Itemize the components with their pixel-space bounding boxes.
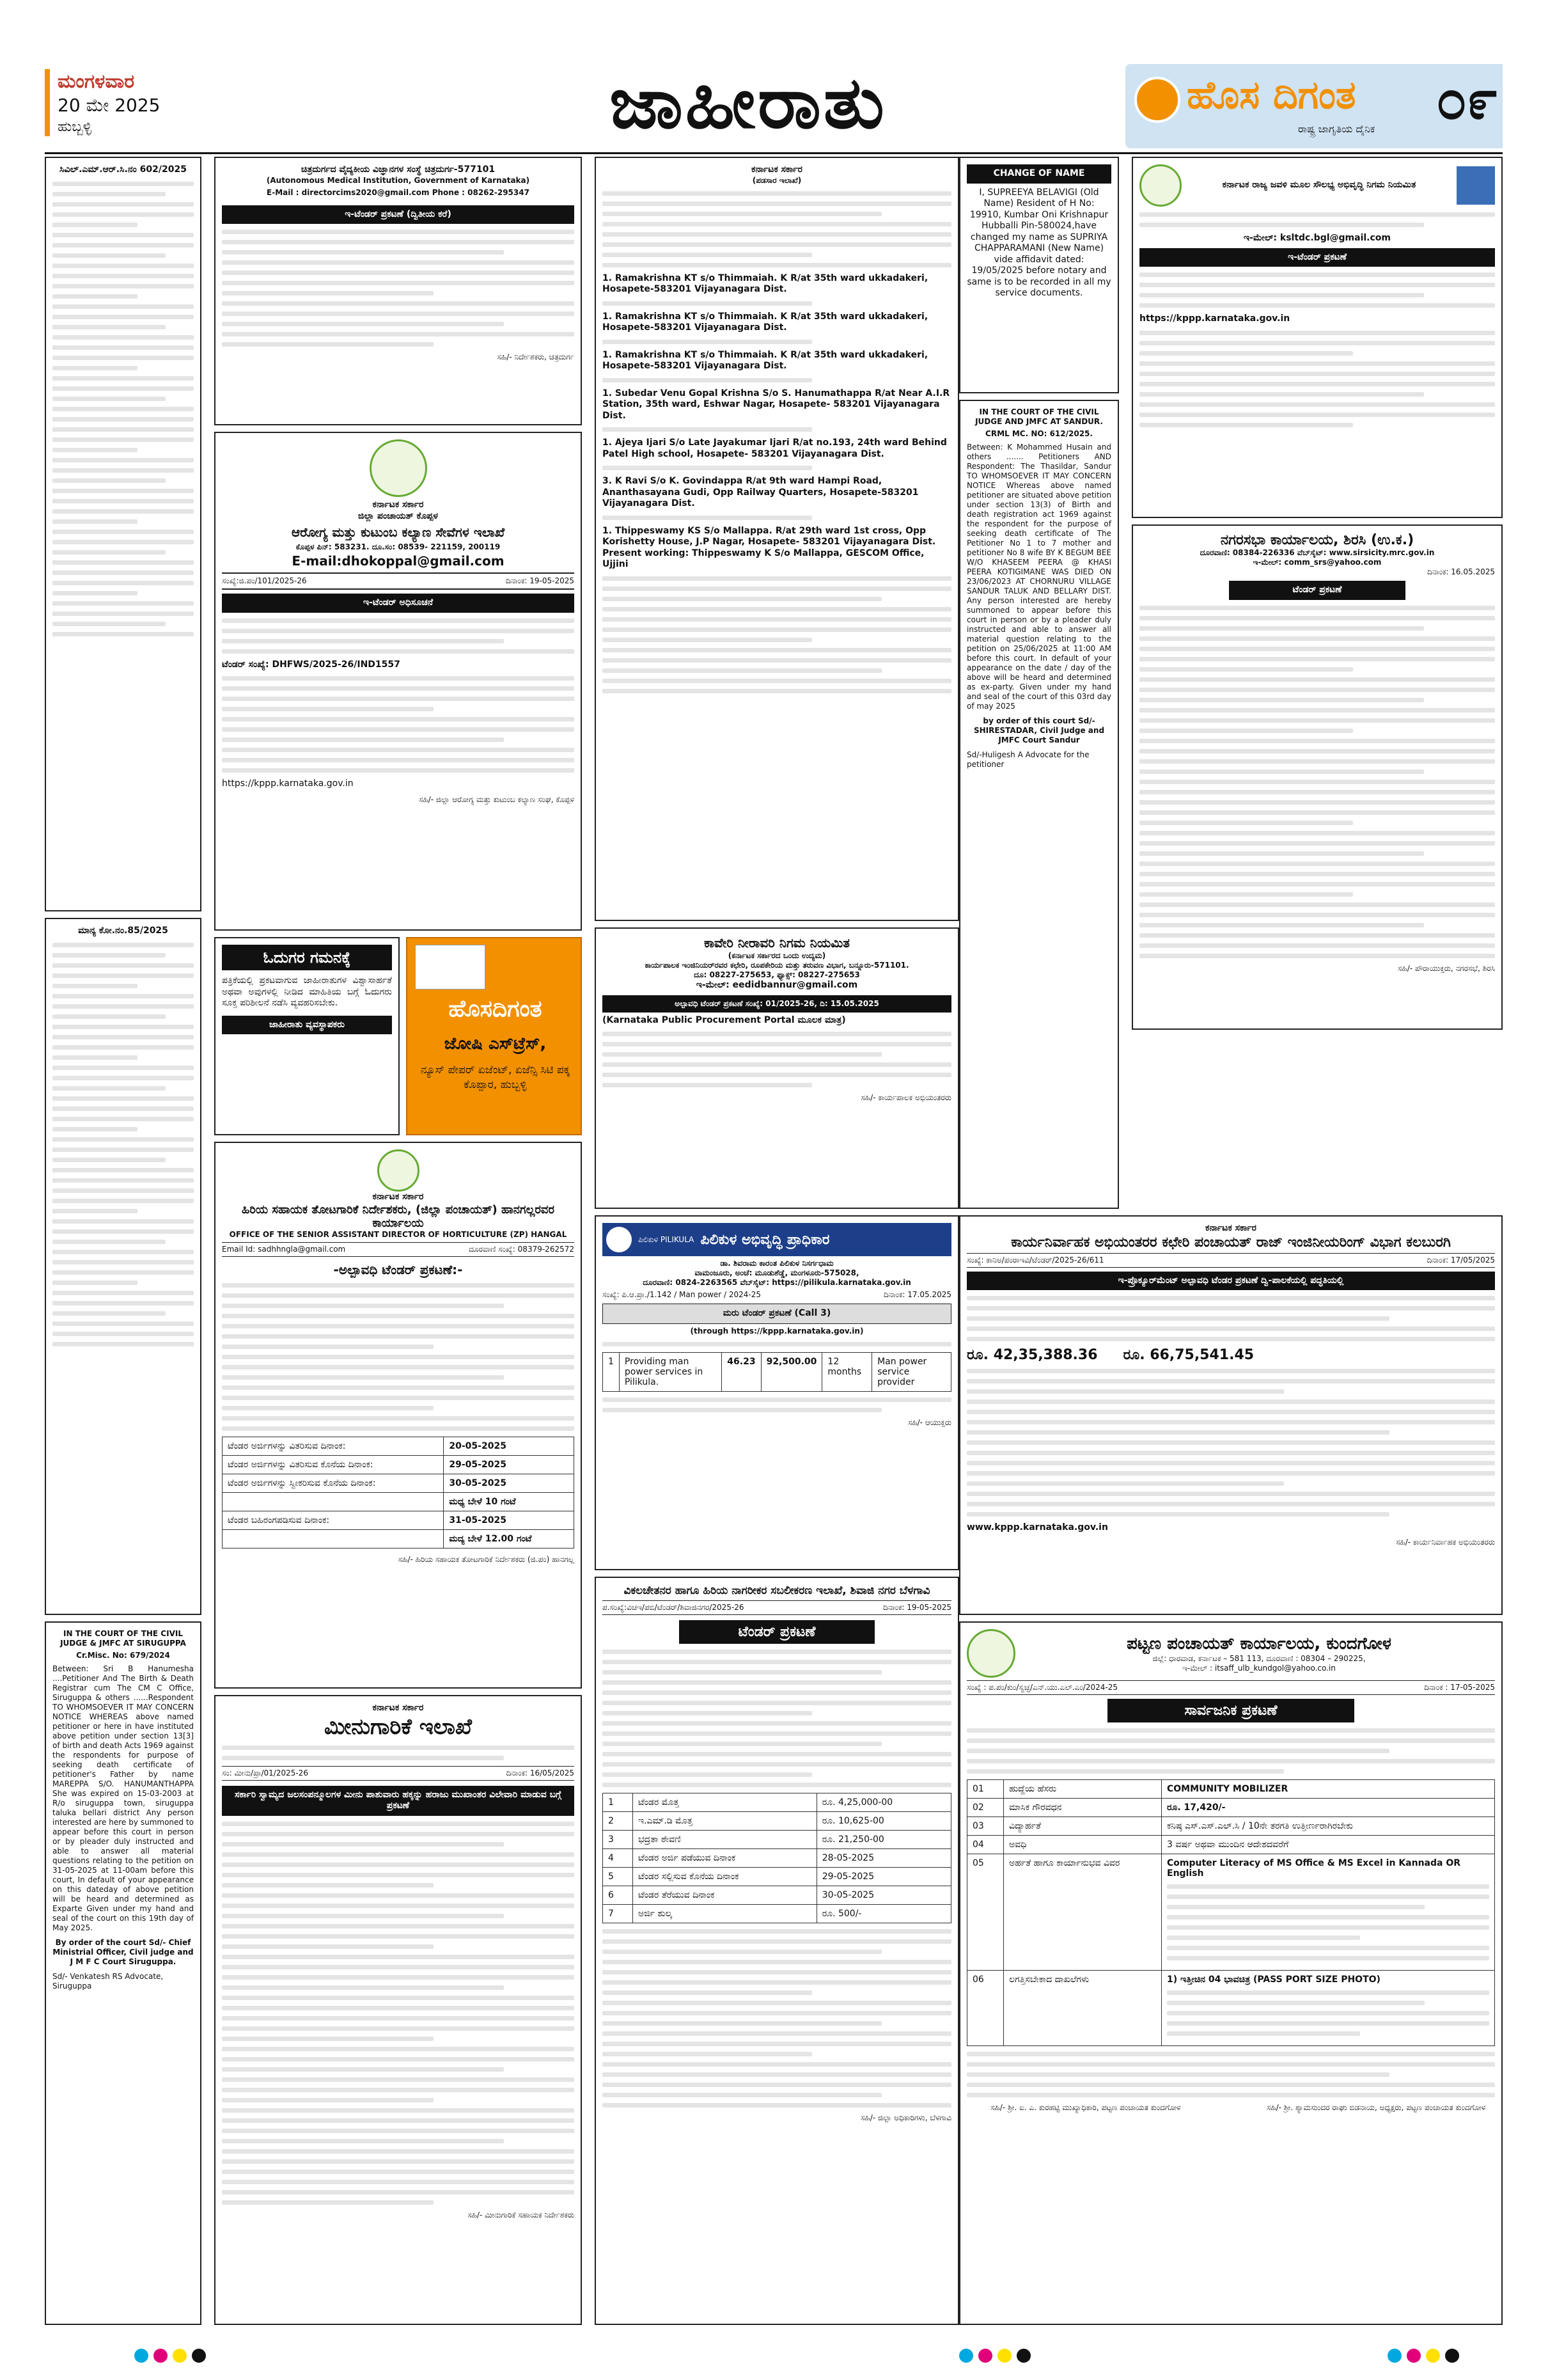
koppal-notice-bar: ಇ-ಟೆಂಡರ್ ಅಧಿಸೂಚನೆ: [222, 594, 574, 613]
medical-signature: ಸಹಿ/- ನಿರ್ದೇಶಕರು, ಚಿತ್ರದುರ್ಗ: [497, 352, 574, 361]
row-value: 3 ವರ್ಷ ಅಥವಾ ಮುಂದಿನ ಆದೇಶದವರೆಗೆ: [1162, 1836, 1495, 1854]
registration-mark-black: [1445, 2349, 1459, 2363]
table-row: [223, 1511, 574, 1529]
row-label: ಹುದ್ದೆಯ ಹೆಸರು: [1004, 1780, 1162, 1799]
sandur-advocate: Sd/-Huligesh A Advocate for the petitioner: [967, 750, 1090, 769]
court-notice-kannada: [45, 157, 201, 911]
raj-notice-bar: ಇ-ಪ್ರೊಕ್ಯೂರ್‌ಮೆಂಟ್ ಅಲ್ಪಾವಧಿ ಟೆಂಡರ ಪ್ರಕಟಣೆ ದ್ವಿ-ಪಾಲಕೆಯಲ್ಲಿ ಪದ್ಧತಿಯಲ್ಲಿ: [967, 1272, 1495, 1291]
court-notice-lawyer: [45, 918, 201, 1615]
schedule-value: 30-05-2025: [444, 1474, 574, 1492]
cauvery-title: ಕಾವೇರಿ ನೀರಾವರಿ ನಿಗಮ ನಿಯಮಿತ: [703, 935, 850, 950]
kundgol-sign-right: ಸಹಿ/- ಶ್ರೀ. ಶ್ಯಾಮಸುಂದರ ರಾಘು ಬಿಡನಾಯ, ಅಧ್ಯಕ್ಷರು, ಪಟ್ಟಣ ಪಂಚಾಯತ ಕುಂದಗೋಳ: [1267, 2103, 1486, 2112]
horticulture-sign: ಸಹಿ/- ಹಿರಿಯ ಸಹಾಯಕ ತೋಟಗಾರಿಕೆ ನಿರ್ದೇಶಕರು (ಜಿ.ಪಂ) ಹಾನಗಲ್ಲ: [398, 1554, 574, 1564]
siruguppa-body: Between: Sri B Hanumesha ....Petitioner And The Birth & Death Registrar cum The CM C Office, Siruguppa & others ......Respondent TO WHOMSOEVER IT MAY CONCERN NOTICE WHEREAS above named petitioner or here in have instituted above petition under section 13[3] of birth and death Acts 1969 against the respondents for purpose of seeking death certificate of petitioner's Father by name MAREPPA S/O. HANUMANTHAPPA She was expired on 15-03-2003 at R/o siruguppa town, siruguppa taluka bellari district Any person interested are here by summoned to appear before this court in person or by pleader duly instructed and able to answer all material questions relating to the petition on 31-05-2025 at 11-00am before this court, In default of your appearance on this dateday of above petition will be heard and determined as Exparte Given under my hand and seal of the court on this 19th day of May 2025.: [52, 1664, 194, 1932]
raj-title: ಕಾರ್ಯನಿರ್ವಾಹಕ ಅಭಿಯಂತರರ ಕಛೇರಿ ಪಂಚಾಯತ್ ರಾಜ್ ಇಂಜಿನೀಯರಿಂಗ್ ವಿಭಾಗ ಕಲಬುರಗಿ: [1011, 1234, 1451, 1250]
sandur-case: CRML MC. NO: 612/2025.: [985, 429, 1093, 438]
list-item: 1. Thippeswamy KS S/o Mallappa. R/at 29th ward 1st cross, Opp Korishetty House, J.P Nagar, Hosapete- 583201 Vijayanagara Dist. Present working: Thippeswamy K S/o Mallappa, GESCOM Office, Ujjini: [602, 525, 936, 569]
header-day: ಮಂಗಳವಾರ: [58, 70, 135, 93]
sandur-sign: by order of this court Sd/-SHIRESTADAR, Civil Judge and JMFC Court Sandur: [973, 716, 1105, 745]
list-item: 1. Subedar Venu Gopal Krishna S/o S. Hanumathappa R/at Near A.I.R Station, 35th ward, Eshwar Nagar, Hosapete- 583201 Vijayanagara Dist.: [602, 388, 950, 421]
koppal-date: ದಿನಾಂಕ: 19-05-2025: [506, 576, 574, 585]
row-label: ಲಗತ್ತಿಸಬೇಕಾದ ದಾಖಲೆಗಳು: [1004, 1971, 1162, 2046]
row-value: ರೂ. 17,420/-: [1162, 1799, 1495, 1817]
namelist-subheader: (ಪಡಸಾರ ಇಲಾಖೆ): [752, 175, 802, 185]
row-no: 2: [603, 1812, 633, 1831]
table-row: [603, 1868, 951, 1886]
horticulture-schedule-table: [222, 1437, 574, 1549]
agent-detail: ನ್ಯೂಸ್ ಪೇಪರ್ ಏಜೆಂಟ್, ಏಜೆನ್ಸಿ ಸಿಟಿ ಪಕ್ಕ ಕೊಪ್ಪಾರ, ಹುಬ್ಬಳ್ಳಿ: [420, 1064, 570, 1091]
page-title: ಜಾಹೀರಾತು: [609, 61, 887, 145]
raj-amount-1: ರೂ. 42,35,388.36: [967, 1347, 1098, 1363]
cauvery-sign: ಸಹಿ/- ಕಾರ್ಯಪಾಲಕ ಅಭಿಯಂತರರು: [861, 1093, 951, 1102]
row-label: ಇ.ಎಮ್.ಡಿ ಮೊತ್ತ: [633, 1812, 817, 1831]
cauvery-office: ಕಾರ್ಯಪಾಲಕ ಇಂಜಿನಿಯರ್‌ರವರ ಕಛೇರಿ, ರೂಪಕೇರಿಯ ಮತ್ತು ತರುವಣ ವಿಭಾಗ, ಬನ್ನೂರು-571101.: [645, 961, 909, 970]
row-value: ರೂ. 4,25,000-00: [817, 1793, 951, 1812]
horticulture-header: ಕರ್ನಾಟಕ ಸರ್ಕಾರ: [372, 1192, 424, 1202]
readers-body: ಪತ್ರಿಕೆಯಲ್ಲಿ ಪ್ರಕಟವಾಗುವ ಜಾಹೀರಾತುಗಳ ವಿಶ್ವಾಸಾರ್ಹತೆ ಅಥವಾ ಅವುಗಳಲ್ಲಿ ನೀಡಿದ ಮಾಹಿತಿಯ ಬಗ್ಗೆ ಓದುಗರು ಸೂಕ್ತ ಪರಿಶೀಲನೆ ನಡೆಸಿ ವ್ಯವಹರಿಸಬೇಕು.: [222, 975, 392, 1008]
row-label: ಟೆಂಡರ ಮೊತ್ತ: [633, 1793, 817, 1812]
table-row: [967, 1854, 1495, 1971]
row-no: 03: [967, 1817, 1004, 1836]
page-number: ೦೯: [1436, 68, 1498, 132]
sandur-heading: IN THE COURT OF THE CIVIL JUDGE AND JMFC AT SANDUR.: [975, 407, 1103, 426]
kundgol-notice-bar: ಸಾರ್ವಜನಿಕ ಪ್ರಕಟಣೆ: [1107, 1699, 1354, 1722]
karnataka-emblem-icon: [370, 439, 427, 497]
row-no: 01: [967, 1780, 1004, 1799]
row-no: 5: [603, 1868, 633, 1886]
table-row: [603, 1352, 951, 1391]
table-row: [223, 1455, 574, 1474]
pilikula-kppp: (through https://kppp.karnataka.gov.in): [690, 1326, 864, 1336]
row-label: ಟೆಂಡರ ಸಲ್ಲಿಸುವ ಕೊನೆಯ ದಿನಾಂಕ: [633, 1868, 817, 1886]
schedule-value: 31-05-2025: [444, 1511, 574, 1529]
row-label: ಮಾಸಿಕ ಗೌರವಧನ: [1004, 1799, 1162, 1817]
kundgol-date: ದಿನಾಂಕ : 17-05-2025: [1424, 1683, 1495, 1692]
horticulture-phone: ದೂರವಾಣಿ ಸಂಖ್ಯೆ: 08379-262572: [469, 1244, 574, 1254]
raj-header: ಕರ್ನಾಟಕ ಸರ್ಕಾರ: [1205, 1223, 1256, 1233]
cauvery-subtitle: (ಕರ್ನಾಟಕ ಸರ್ಕಾರದ ಒಂದು ಉದ್ಯಮ): [728, 951, 826, 960]
row-item: Providing man power services in Pilikula.: [619, 1352, 721, 1391]
pilikula-title: ಪಿಲಿಕುಳ ಅಭಿವೃದ್ಧಿ ಪ್ರಾಧಿಕಾರ: [700, 1231, 830, 1248]
row-label: ಅರ್ಹತೆ ಹಾಗೂ ಕಾರ್ಯಾನುಭವ ವಿವರ: [1004, 1854, 1162, 1971]
row-value: ರೂ. 10,625-00: [817, 1812, 951, 1831]
table-row: [223, 1529, 574, 1548]
row-value: Computer Literacy of MS Office & MS Excel in Kannada OR English: [1167, 1858, 1461, 1879]
sirsi-email: ಇ-ಮೇಲ್: comm_srs@yahoo.com: [1253, 558, 1382, 567]
registration-mark-magenta: [153, 2349, 168, 2363]
koppal-header: ಕರ್ನಾಟಕ ಸರ್ಕಾರ: [372, 500, 424, 510]
newspaper-agent-ad: [406, 937, 582, 1135]
header-city: ಹುಬ್ಬಳ್ಳಿ: [58, 119, 92, 135]
sirsi-phone: ದೂರವಾಣಿ: 08384-226336 ವೆಬ್‌ಸೈಟ್: www.sirsicity.mrc.gov.in: [1200, 548, 1435, 557]
table-row: [603, 1812, 951, 1831]
brand-logo-icon: [1134, 77, 1180, 123]
koppal-email: E-mail:dhokoppal@gmail.com: [292, 553, 505, 569]
row-no: 04: [967, 1836, 1004, 1854]
row-value: ರೂ. 21,250-00: [817, 1831, 951, 1849]
siruguppa-case: Cr.Misc. No: 679/2024: [76, 1651, 170, 1660]
welfare-notice-bar: ಟೆಂಡರ್ ಪ್ರಕಟಣೆ: [679, 1620, 875, 1644]
row-no: 3: [603, 1831, 633, 1849]
registration-mark-black: [192, 2349, 206, 2363]
pilikula-sign: ಸಹಿ/- ಆಯುಕ್ತರು: [908, 1417, 951, 1427]
ksdc-logo-icon: [1457, 166, 1495, 205]
cauvery-email: ಇ-ಮೇಲ್: eedidbannur@gmail.com: [696, 980, 858, 990]
sandur-body: Between: K Mohammed Husain and others ....... Petitioners AND Respondent: The Thasildar, Sandur TO WHOMSOEVER IT MAY CONCERN NOTICE Whereas above named petitioner are situated above petition under section 13(3) of Birth and death registration act 1969 against the respondent for the purpose of seeking death certificate of The Petitioner No 1 to 7 mother and petitioner No 8 wife BY K BEGUM BEE W/O KHASEEM PEERA @ KHASI PEERA KOTIGIMANE WAS DIED ON 23/06/2023 AT CHORNURU VILLAGE SANDUR TALUK AND BELLARY DIST. Any person interested are hereby summoned to appear before this court in person or by a pleader duly instructed and able to answer all material question relating to the petition on 25/06/2025 at 11:00 AM before this court. In default of your appearance on the date / day of the above will be heard and determined as ex-party. Given under my hand and seal of the court of this 03rd day of may 2025: [967, 443, 1111, 711]
siruguppa-sign: By order of the court Sd/- Chief Ministrial Officer, Civil judge and J M F C Court Siruguppa.: [52, 1938, 194, 1966]
kundgol-title: ಪಟ್ಟಣ ಪಂಚಾಯತ್ ಕಾರ್ಯಾಲಯ, ಕುಂದಗೋಳ: [1127, 1634, 1391, 1653]
row-label: ವಿದ್ಯಾರ್ಹತೆ: [1004, 1817, 1162, 1836]
sirsi-sign: ಸಹಿ/- ಪೌರಾಯುಕ್ತರು, ನಗರಸಭೆ, ಶಿರಸಿ: [1398, 963, 1495, 973]
fisheries-notice-bar: ಸರ್ಕಾರಿ ಸ್ವಾಮ್ಯದ ಜಲಸಂಪನ್ಮೂಲಗಳ ಮೀನು ಪಾಶುವಾರು ಹಕ್ಕನ್ನು ಹರಾಜು ಮುಖಾಂತರ ವಿಲೇವಾರಿ ಮಾಡುವ ಬಗ್ಗೆ ಪ್ರಕಟಣೆ: [222, 1786, 574, 1816]
raj-sign: ಸಹಿ/- ಕಾರ್ಯನಿರ್ವಾಹಕ ಅಭಿಯಂತರರು: [1396, 1537, 1495, 1547]
brand-tagline: ರಾಷ್ಟ್ರ ಜಾಗೃತಿಯ ದೈನಿಕ: [1298, 123, 1375, 135]
ksdc-title: ಕರ್ನಾಟಕ ರಾಜ್ಯ ಜವಳಿ ಮೂಲ ಸೌಲಭ್ಯ ಅಭಿವೃದ್ಧಿ ನಿಗಮ ನಿಯಮಿತ: [1222, 180, 1416, 191]
medical-notice-bar: ಇ-ಟೆಂಡರ್ ಪ್ರಕಟಣೆ (ದ್ವಿತೀಯ ಕರೆ): [222, 205, 574, 225]
fisheries-header: ಕರ್ನಾಟಕ ಸರ್ಕಾರ: [372, 1703, 424, 1713]
medical-tender-ad: [214, 157, 582, 425]
kundgol-recruitment-ad: [959, 1621, 1503, 2325]
row-label: ಭದ್ರತಾ ಠೇವಣಿ: [633, 1831, 817, 1849]
schedule-label: ಟೆಂಡರ ಅರ್ಜಿಗಳನ್ನು ಸ್ವೀಕರಿಸುವ ಕೊನೆಯ ದಿನಾಂಕ:: [223, 1474, 444, 1492]
row-no: 6: [603, 1886, 633, 1905]
raj-ref: ಸಂಖ್ಯೆ: ಕಾನಿಅ/ಪಂರಾಇವಿ/ಟೆಂಡರ್/2025-26/611: [967, 1255, 1104, 1265]
row-no: 7: [603, 1905, 633, 1923]
registration-mark-yellow: [997, 2349, 1012, 2363]
change-of-name-ad: [959, 157, 1119, 393]
change-of-name-body: I, SUPREEYA BELAVIGI (Old Name) Resident of H No: 19910, Kumbar Oni Krishnapur Hubballi Pin-580024,have changed my name as SUPRIYA CHAPPARAMANI (New Name) vide affidavit dated: 19/05/2025 before notary and same is to be recorded in all my service documents.: [967, 187, 1111, 298]
schedule-label: [223, 1492, 444, 1511]
registration-mark-yellow: [173, 2349, 187, 2363]
medical-contact: E-Mail : directorcims2020@gmail.com Phone : 08262-295347: [267, 187, 529, 197]
row-value: ಕನಿಷ್ಠ ಎಸ್.ಎಸ್.ಎಲ್.ಸಿ / 10ನೇ ತರಗತಿ ಉತ್ತೀರ್ಣರಾಗಿರಬೇಕು: [1162, 1817, 1495, 1836]
list-item: 1. Ramakrishna KT s/o Thimmaiah. K R/at 35th ward ukkadakeri, Hosapete-583201 Vijayanagara Dist.: [602, 311, 928, 333]
pilikula-ref: ಸಂಖ್ಯೆ: ಪಿ.ಆ.ಪ್ರಾ./1.142 / Man power / 2024-25: [602, 1290, 762, 1299]
koppal-tender-ad: [214, 432, 582, 931]
horticulture-emblem-icon: [377, 1149, 419, 1192]
header-left-accent: [45, 69, 50, 136]
row-no: 05: [967, 1854, 1004, 1971]
sandur-court-notice: [959, 400, 1119, 1209]
registration-mark-cyan: [134, 2349, 148, 2363]
brand-name: ಹೊಸ ದಿಗಂತ: [1187, 73, 1356, 118]
fisheries-sign: ಸಹಿ/- ಮೀನುಗಾರಿಕೆ ಸಹಾಯಕ ನಿರ್ದೇಶಕರು: [467, 2210, 574, 2219]
sirsi-date: ದಿನಾಂಕ: 16.05.2025: [1427, 567, 1495, 576]
header-rule: [45, 152, 1503, 154]
list-item: 1. Ramakrishna KT s/o Thimmaiah. K R/at 35th ward ukkadakeri, Hosapete-583201 Vijayanagara Dist.: [602, 272, 928, 294]
schedule-label: ಟೆಂಡರ ಬಹಿರಂಗಪಡಿಸುವ ದಿನಾಂಕ:: [223, 1511, 444, 1529]
row-amount: 46.23: [722, 1352, 761, 1391]
schedule-value: 20-05-2025: [444, 1437, 574, 1455]
cauvery-notice-bar: ಅಲ್ಪಾವಧಿ ಟೆಂಡರ್ ಪ್ರಕಟಣೆ ಸಂಖ್ಯೆ: 01/2025-26, ದಿ: 15.05.2025: [602, 995, 951, 1013]
pilikula-tender-ad: [595, 1215, 959, 1570]
pilikula-logo: ಪಿಲಿಕುಳ PILIKULA: [638, 1234, 694, 1244]
cauvery-phone: ದೂ: 08227-275653, ಫ್ಯಾಕ್ಸ್: 08227-275653: [694, 970, 860, 979]
row-no: 4: [603, 1849, 633, 1868]
welfare-date: ದಿನಾಂಕ: 19-05-2025: [883, 1603, 951, 1612]
panchayat-raj-tender-ad: [959, 1215, 1503, 1615]
table-row: [223, 1437, 574, 1455]
row-label: ಅರ್ಜಿ ಶುಲ್ಕ: [633, 1905, 817, 1923]
row-no: 1: [603, 1352, 620, 1391]
pilikula-table: [602, 1352, 951, 1392]
registration-mark-magenta: [1407, 2349, 1421, 2363]
fisheries-ref: ಸಂ: ಮೀನು/ಪ್ರಾ/01/2025-26: [222, 1768, 308, 1777]
pilikula-notice: ಮರು ಟೆಂಡರ್ ಪ್ರಕಟಣೆ (Call 3): [602, 1304, 951, 1324]
table-row: [967, 1817, 1495, 1836]
horticulture-tender-ad: [214, 1142, 582, 1689]
welfare-ref: ಪ.ಸಂಖ್ಯೆ:ವಿಚಇ/ಪಬಿ/ಟೆಂಡರ್/ಶಿವಾಜಿನಗರ/2025-26: [602, 1603, 744, 1612]
siruguppa-heading: IN THE COURT OF THE CIVIL JUDGE & JMFC AT SIRUGUPPA: [60, 1629, 186, 1648]
kundgol-table: [967, 1779, 1495, 2046]
koppal-title: ಆರೋಗ್ಯ ಮತ್ತು ಕುಟುಂಬ ಕಲ್ಯಾಣ ಸೇವೆಗಳ ಇಲಾಖೆ: [291, 524, 505, 540]
cauvery-kppp: (Karnataka Public Procurement Portal ಮೂಲಕ ಮಾತ್ರ): [602, 1014, 846, 1025]
registration-mark-cyan: [959, 2349, 973, 2363]
table-row: [603, 1886, 951, 1905]
table-row: [967, 1971, 1495, 2046]
fisheries-auction-ad: [214, 1695, 582, 2325]
row-label: ಟೆಂಡರ ತೆರೆಯುವ ದಿನಾಂಕ: [633, 1886, 817, 1905]
header-date: 20 ಮೇ 2025: [58, 95, 160, 116]
raj-date: ದಿನಾಂಕ: 17/05/2025: [1427, 1255, 1495, 1265]
sirsi-tender-ad: [1132, 524, 1503, 1030]
pilikula-sub: ಡಾ. ಶಿವರಾಮ ಕಾರಂತ ಪಿಲಿಕುಳ ನಿಸರ್ಗಧಾಮ: [720, 1259, 834, 1268]
row-no: 06: [967, 1971, 1004, 2046]
court-case-number-2: ಮಾನ್ಯ ಕೋ.ನಂ.85/2025: [78, 926, 168, 936]
list-item: 3. K Ravi S/o K. Govindappa R/at 9th ward Hampi Road, Ananthasayana Gudi, Opp Railway Quarters, Hosapete-583201 Vijayanagara Dist.: [602, 476, 919, 508]
fisheries-date: ದಿನಾಂಕ: 16/05/2025: [506, 1768, 574, 1777]
page-header: [0, 0, 1541, 173]
schedule-value: 29-05-2025: [444, 1455, 574, 1474]
pilikula-address: ವಾಮಂಜೂರು, ಅಂಚೆ: ಮೂಡುಶೆಡ್ಡೆ, ಮಂಗಳೂರು-575028,: [694, 1268, 859, 1277]
koppal-site: https://kppp.karnataka.gov.in: [222, 778, 354, 789]
row-value: ರೂ. 500/-: [817, 1905, 951, 1923]
namelist-header: ಕರ್ನಾಟಕ ಸರ್ಕಾರ: [751, 164, 802, 175]
sirsi-notice-bar: ಟೆಂಡರ್ ಪ್ರಕಟಣೆ: [1229, 581, 1405, 600]
kundgol-emblem-icon: [967, 1629, 1015, 1678]
kundgol-email: ಇ-ಮೇಲ್ : itsaff_ulb_kundgol@yahoo.co.in: [1182, 1663, 1336, 1673]
header-brand-panel: [1125, 64, 1503, 148]
horticulture-office: ಹಿರಿಯ ಸಹಾಯಕ ತೋಟಗಾರಿಕೆ ನಿರ್ದೇಶಕರು, (ಜಿಲ್ಲಾ ಪಂಚಾಯತ್) ಹಾನಗಲ್ಲರವರ ಕಾರ್ಯಾಲಯ: [241, 1202, 555, 1230]
table-row: [603, 1831, 951, 1849]
schedule-label: [223, 1529, 444, 1548]
horticulture-email: Email Id: sadhhngla@gmail.com: [222, 1244, 346, 1254]
row-value: 29-05-2025: [817, 1868, 951, 1886]
ksdc-notice-bar: ಇ-ಟೆಂಡರ್ ಪ್ರಕಟಣೆ: [1139, 248, 1495, 267]
name-list-ad: [595, 157, 959, 921]
row-label: ಅವಧಿ: [1004, 1836, 1162, 1854]
table-row: [967, 1780, 1495, 1799]
row-type: Man power service provider: [872, 1352, 951, 1391]
schedule-value: ಮದ್ಯ ಬೇಳೆ 12.00 ಗಂಟೆ: [444, 1529, 574, 1548]
agent-name: ಜೋಷಿ ಎಸ್‌ಟ್ರೆಸ್,: [444, 1034, 547, 1053]
raj-amount-2: ರೂ. 66,75,541.45: [1123, 1347, 1255, 1363]
siruguppa-court-notice: [45, 1621, 201, 2325]
agent-newspaper-thumb: [415, 945, 485, 989]
horticulture-office-en: OFFICE OF THE SENIOR ASSISTANT DIRECTOR OF HORTICULTURE (ZP) HANGAL: [229, 1229, 567, 1239]
table-row: [967, 1799, 1495, 1817]
ksdc-tender-ad: [1132, 157, 1503, 518]
raj-site: www.kppp.karnataka.gov.in: [967, 1522, 1108, 1533]
table-row: [603, 1905, 951, 1923]
table-row: [223, 1492, 574, 1511]
change-of-name-heading: CHANGE OF NAME: [967, 164, 1111, 184]
welfare-title: ವಿಕಲಚೇತನರ ಹಾಗೂ ಹಿರಿಯ ನಾಗರೀಕರ ಸಬಲೀಕರಣ ಇಲಾಖೆ, ಶಿವಾಜಿ ನಗರ ಬೆಳಗಾವಿ: [623, 1584, 930, 1597]
cauvery-tender-ad: [595, 927, 959, 1209]
pilikula-phone: ದೂರವಾಣಿ: 0824-2263565 ವೆಬ್‌ಸೈಟ್: https://pilikula.karnataka.gov.in: [643, 1278, 911, 1287]
schedule-value: ಮಧ್ಯ ಬೇಳೆ 10 ಗಂಟೆ: [444, 1492, 574, 1511]
kundgol-sign-left: ಸಹಿ/- ಶ್ರೀ. ಐ. ಎ. ಕುರಹಟ್ಟಿ ಮುಖ್ಯಾಧಿಕಾರಿ, ಪಟ್ಟಣ ಪಂಚಾಯತ ಕುಂದಗೋಳ: [990, 2103, 1181, 2112]
welfare-table: [602, 1793, 951, 1923]
row-no: 02: [967, 1799, 1004, 1817]
row-value: 1) ಇತ್ತೀಚಿನ 04 ಭಾವಚಿತ್ರ (PASS PORT SIZE PHOTO): [1167, 1974, 1381, 1985]
registration-mark-yellow: [1426, 2349, 1440, 2363]
kundgol-address: ಜಿಲ್ಲೆ: ಧಾರವಾಡ, ಕರ್ನಾಟಕ – 581 113, ದೂರವಾಣಿ : 08304 – 290225,: [1152, 1653, 1366, 1663]
ksdc-site: https://kppp.karnataka.gov.in: [1139, 313, 1290, 324]
schedule-label: ಟೆಂಡರ ಅರ್ಜಿಗಳನ್ನು ವಿತರಿಸುವ ಕೊನೆಯ ದಿನಾಂಕ:: [223, 1455, 444, 1474]
court-case-number: ಸಿವಿಲ್.ಎಮ್.ಆರ್.ಸಿ.ನಂ 602/2025: [59, 164, 187, 175]
list-item: 1. Ramakrishna KT s/o Thimmaiah. K R/at 35th ward ukkadakeri, Hosapete-583201 Vijayanagara Dist.: [602, 349, 928, 371]
table-row: [603, 1849, 951, 1868]
fisheries-title: ಮೀನುಗಾರಿಕೆ ಇಲಾಖೆ: [324, 1714, 473, 1740]
readers-footer: ಜಾಹೀರಾತು ವ್ಯವಸ್ಥಾಪಕರು: [222, 1016, 392, 1035]
row-value: 30-05-2025: [817, 1886, 951, 1905]
ksdc-email: ಇ-ಮೇಲ್: ksltdc.bgl@gmail.com: [1244, 233, 1391, 243]
table-row: [967, 1836, 1495, 1854]
row-label: ಟೆಂಡರ ಅರ್ಜಿ ಪಡೆಯುವ ದಿನಾಂಕ: [633, 1849, 817, 1868]
table-row: [223, 1474, 574, 1492]
table-row: [603, 1793, 951, 1812]
row-no: 1: [603, 1793, 633, 1812]
kundgol-ref: ಸಂಖ್ಯೆ : ಪ.ಪಂ/ಕುಂ/ಸ್ವಚ್ಛ/ಎನ್.ಯು.ಎಲ್.ಎಂ/2024-25: [967, 1683, 1118, 1692]
medical-title: ಚಿತ್ರದುರ್ಗದ ವೈದ್ಯಕೀಯ ವಿಜ್ಞಾನಗಳ ಸಂಸ್ಥೆ ಚಿತ್ರದುರ್ಗ-577101: [301, 164, 496, 175]
row-value: COMMUNITY MOBILIZER: [1162, 1780, 1495, 1799]
horticulture-notice: -ಅಲ್ಪಾವಧಿ ಟೆಂಡರ್ ಪ್ರಕಟಣೆ:-: [333, 1261, 463, 1277]
koppal-tender-no: ಟೆಂಡರ್ ಸಂಖ್ಯೆ: DHFWS/2025-26/IND1557: [222, 659, 400, 670]
siruguppa-advocate: Sd/- Venkatesh RS Advocate, Siruguppa: [52, 1972, 164, 1990]
readers-heading: ಓದುಗರ ಗಮನಕ್ಕೆ: [222, 945, 392, 970]
koppal-phone: ಕೊಪ್ಪಳ ಪಿನ್: 583231. ದೂ.ಸಂ: 08539- 221159, 200119: [295, 542, 501, 551]
koppal-office: ಜಿಲ್ಲಾ ಪಂಚಾಯತ್ ಕೊಪ್ಪಳ: [358, 510, 438, 521]
koppal-ref: ಸಂಖ್ಯೆ:ಜಿ.ಪಂ/101/2025-26: [222, 576, 307, 585]
koppal-sign: ಸಹಿ/- ಜಿಲ್ಲಾ ಆರೋಗ್ಯ ಮತ್ತು ಕುಟುಂಬ ಕಲ್ಯಾಣ ಸಂಘ, ಕೊಪ್ಪಳ: [419, 794, 574, 804]
row-value: 28-05-2025: [817, 1849, 951, 1868]
registration-mark-black: [1017, 2349, 1031, 2363]
pilikula-logo-icon: [606, 1227, 632, 1252]
ksdc-emblem-icon: [1139, 164, 1182, 207]
registration-mark-magenta: [978, 2349, 992, 2363]
list-item: 1. Ajeya Ijari S/o Late Jayakumar Ijari R/at no.193, 24th ward Behind Patel High school, Hosapete- 583201 Vijayanagara Dist.: [602, 437, 947, 459]
welfare-sign: ಸಹಿ/- ಜಿಲ್ಲಾ ಅಧಿಕಾರಿಗಳು, ಬೆಳಗಾವಿ: [861, 2113, 951, 2123]
readers-attention-ad: [214, 937, 400, 1135]
registration-mark-cyan: [1388, 2349, 1402, 2363]
schedule-label: ಟೆಂಡರ ಅರ್ಜಿಗಳನ್ನು ವಿತರಿಸುವ ದಿನಾಂಕ:: [223, 1437, 444, 1455]
social-welfare-tender-ad: [595, 1577, 959, 2325]
row-emd: 92,500.00: [761, 1352, 822, 1391]
medical-subtitle: (Autonomous Medical Institution, Government of Karnataka): [266, 175, 530, 185]
sirsi-title: ನಗರಸಭಾ ಕಾರ್ಯಾಲಯ, ಶಿರಸಿ (ಉ.ಕ.): [1220, 532, 1414, 548]
pilikula-date: ದಿನಾಂಕ: 17.05.2025: [884, 1290, 951, 1299]
agent-brand: ಹೊಸದಿಗಂತ: [448, 996, 542, 1022]
row-period: 12 months: [822, 1352, 872, 1391]
